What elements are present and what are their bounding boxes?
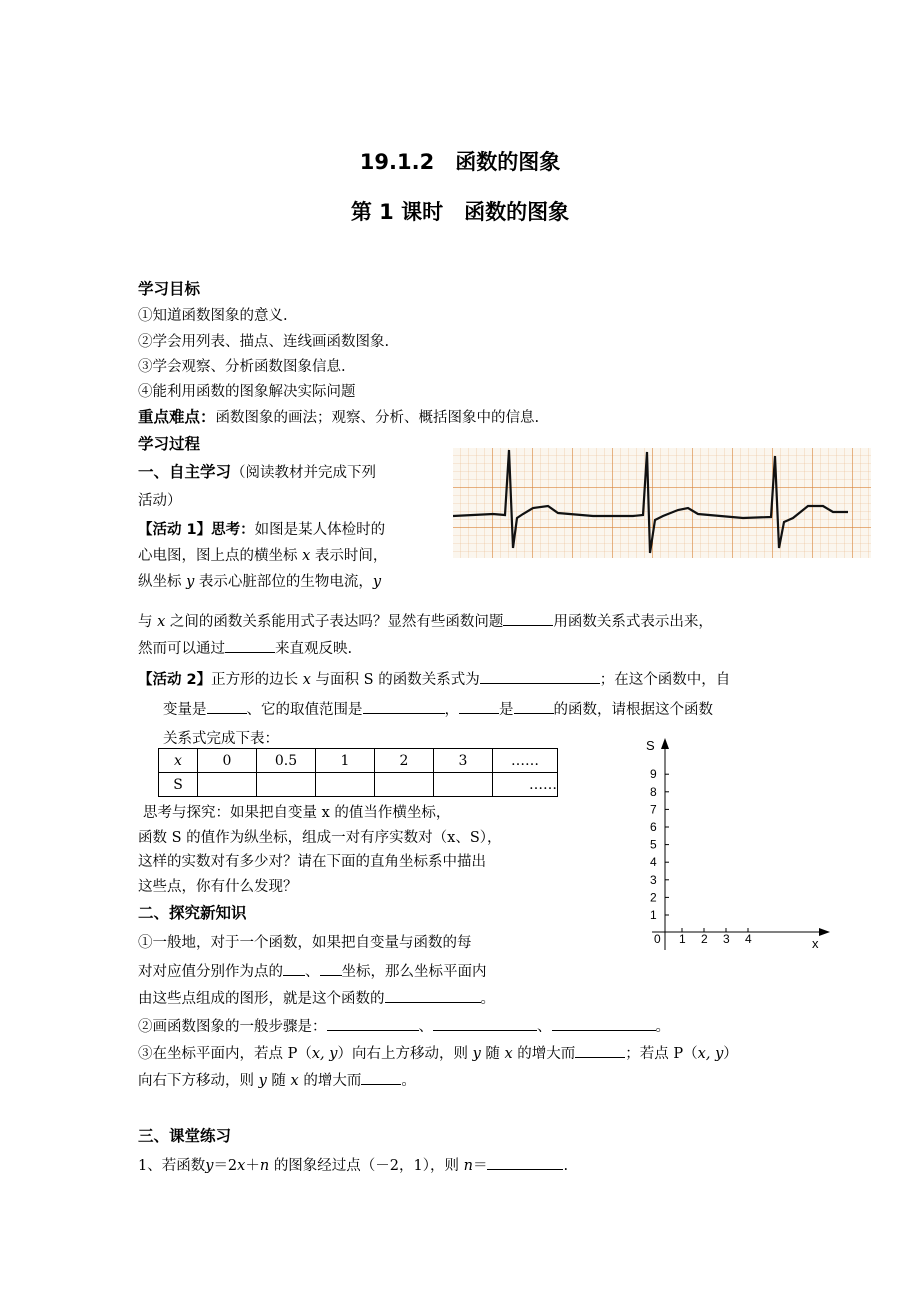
text: 。 (480, 991, 495, 1007)
text: ＋ (245, 1158, 260, 1174)
x-arrow-icon (819, 928, 830, 936)
var: y (372, 574, 382, 590)
text: 心电图，图上点的横坐标 (138, 548, 298, 564)
answer-blank[interactable] (514, 699, 554, 714)
text: 。 (655, 1019, 670, 1035)
y-arrow-icon (661, 738, 669, 749)
activity1-line5 (138, 637, 352, 658)
activity1-lead: 思考： (211, 522, 255, 538)
process-heading: 学习过程 (138, 435, 201, 453)
table-cell: …… (493, 773, 558, 797)
answer-blank[interactable] (503, 611, 553, 626)
var: n (463, 1158, 473, 1174)
section1-heading: 一、自主学习 (138, 463, 232, 481)
text: 。 (401, 1073, 416, 1089)
objective-item: ④能利用函数的图象解决实际问题 (138, 384, 356, 400)
text: 对对应值分别作为点的 (138, 964, 283, 980)
section1-note: （阅读教材并完成下列 (231, 465, 377, 481)
text: 的函数，请根据这个函数 (553, 702, 713, 718)
text: 纵坐标 (138, 574, 182, 590)
section2-heading: 二、探究新知识 (138, 904, 247, 922)
var: x, y (697, 1046, 724, 1062)
section2-p2 (138, 1015, 670, 1036)
objective-item: ①知道函数图象的意义. (138, 308, 288, 324)
text: 、 (305, 964, 320, 980)
var: y (472, 1046, 481, 1062)
y-tick-label: 8 (650, 784, 657, 799)
explore-text: 函数 S 的值作为纵坐标，组成一对有序实数对（x、S）， (138, 830, 502, 846)
table-cell[interactable] (316, 773, 375, 797)
section3-heading: 三、课堂练习 (138, 1127, 232, 1145)
text: ③在坐标平面内，若点 P（ (138, 1046, 312, 1062)
text: 用函数关系式表示出来， (553, 614, 713, 630)
answer-blank[interactable] (283, 961, 305, 976)
var: x (302, 548, 311, 564)
table-cell: 2 (375, 749, 434, 773)
section1-heading-line (138, 460, 376, 482)
activity1-line2 (138, 544, 387, 565)
answer-blank[interactable] (575, 1043, 625, 1058)
table-row-x (159, 749, 558, 773)
text: 、 (537, 1019, 552, 1035)
answer-blank[interactable] (320, 961, 342, 976)
text: 表示时间， (314, 548, 388, 564)
text: ①一般地，对于一个函数，如果把自变量与函数的每 (138, 935, 472, 951)
text: ；若点 P（ (625, 1046, 698, 1062)
var: x (504, 1046, 513, 1062)
table-cell: x (159, 749, 198, 773)
answer-blank[interactable] (480, 669, 600, 684)
text: 的增大而 (303, 1073, 362, 1089)
answer-blank[interactable] (361, 1070, 401, 1085)
x-tick-label: 4 (745, 932, 752, 946)
text: 、它的取值范围是 (246, 702, 363, 718)
key-points-label: 重点难点： (138, 408, 216, 426)
activity2-line1 (138, 668, 730, 689)
objectives-heading: 学习目标 (138, 280, 201, 298)
explore-text: 思考与探究：如果把自变量 x 的值当作横坐标， (143, 805, 451, 821)
y-tick-label: 9 (650, 767, 657, 782)
text: ）向右上方移动，则 (337, 1046, 468, 1062)
answer-blank[interactable] (207, 699, 247, 714)
x-tick-label: 1 (679, 932, 686, 946)
section2-p1-line2 (138, 960, 487, 981)
activity1-label: 【活动 1】 (138, 522, 212, 538)
exercise-1 (138, 1154, 568, 1175)
var: x (290, 1073, 299, 1089)
text: ；在这个函数中，自 (599, 672, 731, 688)
coordinate-axes (640, 735, 840, 955)
activity1-line4 (138, 610, 713, 631)
text: 随 (271, 1073, 286, 1089)
table-cell[interactable] (434, 773, 493, 797)
var: x (302, 672, 311, 688)
value-table (158, 748, 558, 797)
text: . (563, 1158, 569, 1174)
text: 与 (138, 614, 153, 630)
text: 1、若函数 (138, 1158, 206, 1174)
y-tick-label: 5 (650, 837, 657, 852)
x-tick-label: 3 (723, 932, 730, 946)
section1-note-cont: 活动） (138, 493, 182, 509)
text: ＝2 (213, 1158, 238, 1174)
objective-item: ②学会用列表、描点、连线画函数图象. (138, 334, 390, 350)
answer-blank[interactable] (459, 699, 499, 714)
page-title: 19.1.2 函数的图象 (359, 150, 561, 174)
answer-blank[interactable] (552, 1016, 656, 1031)
text: 表示心脏部位的生物电流， (198, 574, 373, 590)
ecg-image (453, 448, 871, 558)
explore-text: 这样的实数对有多少对？请在下面的直角坐标系中描出 (138, 854, 486, 870)
text: 由这些点组成的图形，就是这个函数的 (138, 991, 385, 1007)
table-row-s (159, 773, 558, 797)
activity2-line2 (163, 698, 713, 719)
var: n (259, 1158, 270, 1174)
y-tick-label: 6 (650, 820, 657, 834)
y-tick-label: 3 (650, 872, 657, 887)
answer-blank[interactable] (327, 1016, 419, 1031)
text: 的图象经过点（－2，1），则 (273, 1158, 460, 1174)
text: 、 (418, 1019, 433, 1035)
activity2-line3: 关系式完成下表： (163, 731, 279, 747)
y-tick-label: 7 (650, 802, 657, 817)
activity1-line3 (138, 570, 381, 591)
text: 是 (499, 702, 514, 718)
table-cell: 0 (198, 749, 257, 773)
var: x (157, 614, 166, 630)
var: y (258, 1073, 267, 1089)
y-tick-label: 4 (650, 855, 657, 870)
answer-blank[interactable] (385, 988, 481, 1003)
section2-p4 (138, 1069, 416, 1090)
text: 随 (485, 1046, 500, 1062)
var: x (237, 1158, 246, 1174)
text: 变量是 (163, 702, 207, 718)
table-cell: 0.5 (257, 749, 316, 773)
table-cell[interactable] (198, 773, 257, 797)
var: y (205, 1158, 214, 1174)
answer-blank[interactable] (433, 1016, 537, 1031)
section2-p1-line3 (138, 987, 495, 1008)
text: 向右下方移动，则 (138, 1073, 254, 1089)
text: 来直观反映. (275, 641, 353, 657)
y-tick-label: 2 (650, 890, 657, 905)
key-points (138, 405, 539, 427)
x-axis-label: x (812, 936, 819, 951)
var: y (186, 574, 195, 590)
var: x, y (311, 1046, 338, 1062)
page-subtitle: 第 1 课时 函数的图象 (350, 200, 570, 224)
explore-text: 这些点，你有什么发现？ (138, 879, 298, 895)
table-cell: 3 (434, 749, 493, 773)
key-points-text: 函数图象的画法；观察、分析、概括图象中的信息. (215, 410, 540, 426)
text: 之间的函数关系能用式子表达吗？显然有些函数问题 (169, 614, 504, 630)
table-cell[interactable] (257, 773, 316, 797)
y-axis-label: S (646, 738, 655, 753)
text: 坐标，那么坐标平面内 (341, 964, 487, 980)
text: ＝ (472, 1158, 488, 1174)
section2-p3 (138, 1042, 738, 1063)
table-cell: 1 (316, 749, 375, 773)
activity2-label: 【活动 2】 (138, 672, 212, 688)
objective-item: ③学会观察、分析函数图象信息. (138, 359, 346, 375)
text: ） (723, 1046, 738, 1062)
text: 的增大而 (517, 1046, 576, 1062)
x-tick-label: 2 (701, 932, 708, 946)
answer-blank[interactable] (225, 638, 275, 653)
table-cell[interactable] (375, 773, 434, 797)
answer-blank[interactable] (487, 1155, 563, 1170)
table-cell: …… (493, 749, 558, 773)
activity1-line1 (138, 518, 385, 539)
text: 正方形的边长 (211, 672, 299, 688)
table-cell: S (159, 773, 198, 797)
text: 然而可以通过 (138, 641, 225, 657)
text: ， (444, 702, 459, 718)
text: ②画函数图象的一般步骤是： (138, 1019, 327, 1035)
answer-blank[interactable] (363, 699, 445, 714)
text: 与面积 S 的函数关系式为 (315, 672, 480, 688)
y-tick-label: 1 (650, 908, 657, 922)
origin-label: 0 (654, 932, 661, 946)
text: 如图是某人体检时的 (254, 522, 386, 538)
